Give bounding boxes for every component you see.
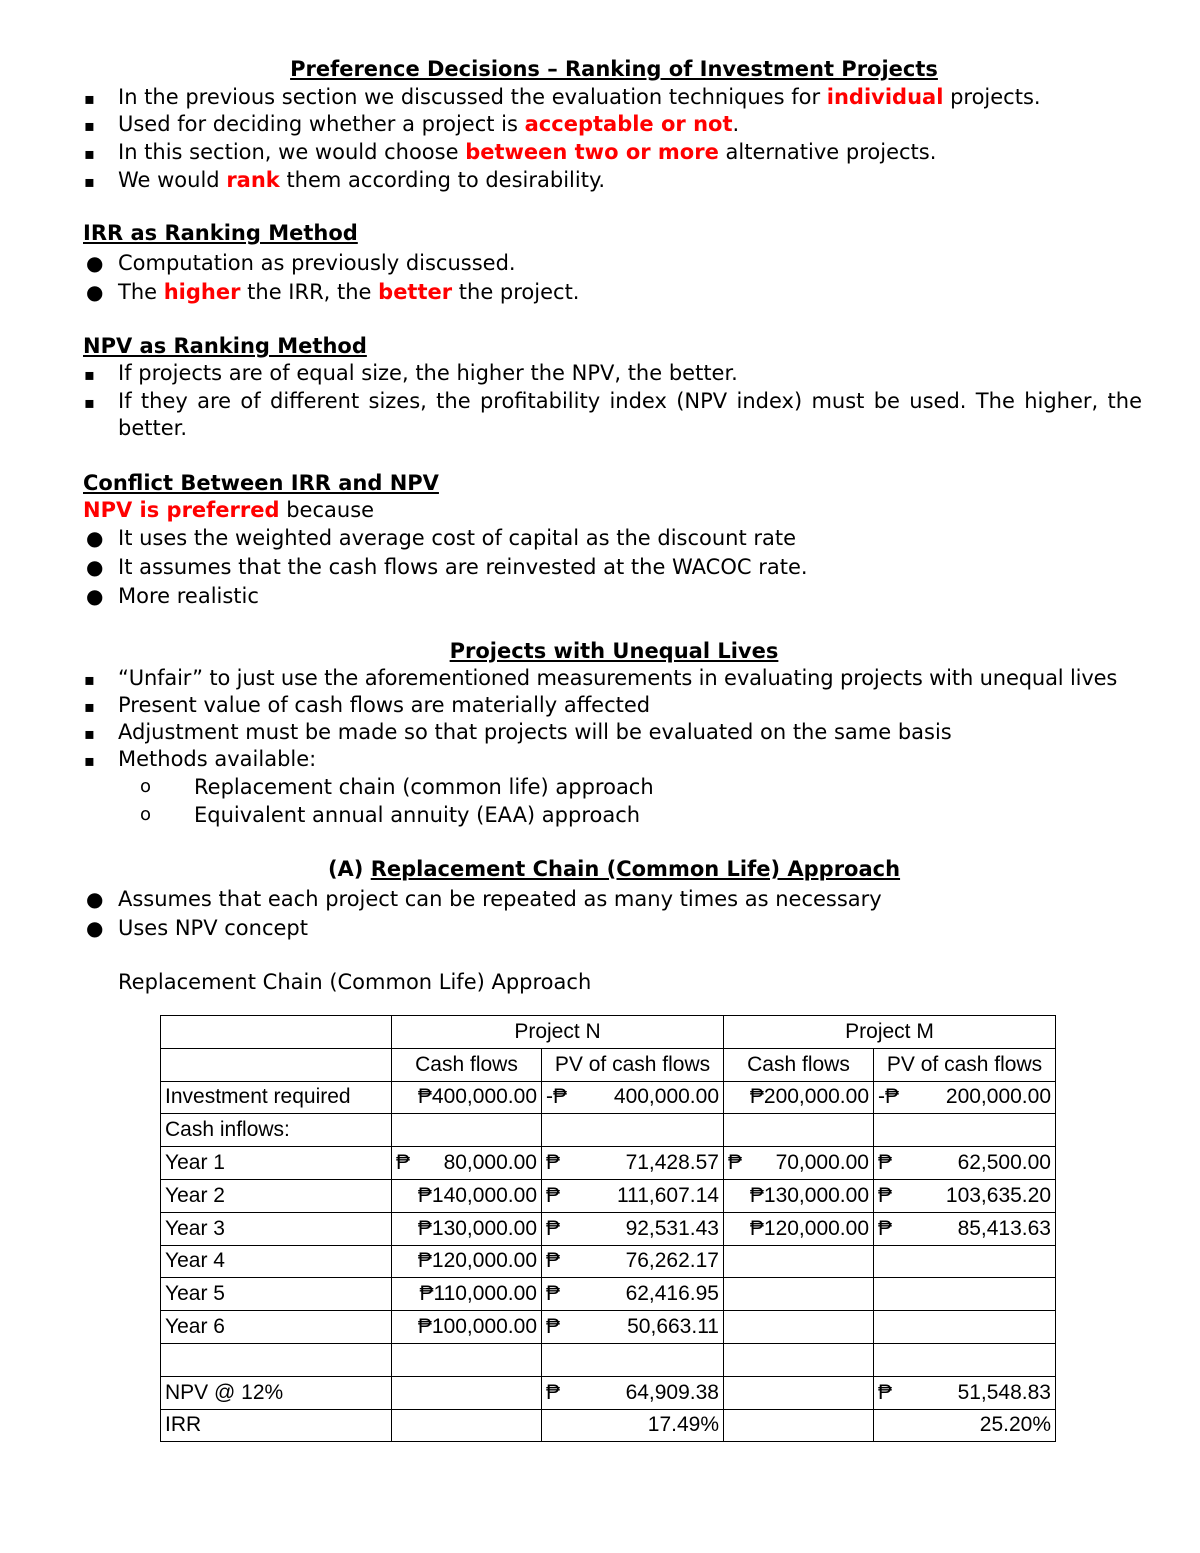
- table-row: [161, 1016, 1056, 1049]
- cell: ₱110,000.00: [392, 1278, 542, 1311]
- conflict-bullet-3: More realistic: [118, 584, 259, 608]
- conflict-heading: Conflict Between IRR and NPV: [83, 471, 439, 495]
- unequal-bullet-4: Methods available:: [118, 747, 317, 771]
- cell: 17.49%: [542, 1409, 724, 1442]
- row-label: Year 6: [161, 1311, 392, 1344]
- col-cash-flows: Cash flows: [724, 1048, 874, 1081]
- table-row: [161, 1212, 1056, 1245]
- irr-bullet-2: The higher the IRR, the better the project.: [118, 280, 580, 304]
- cell: ₱ 103,635.20: [874, 1179, 1056, 1212]
- square-bullet-icon: ▪: [84, 697, 95, 716]
- unequal-bullet-3: Adjustment must be made so that projects will be evaluated on the same basis: [118, 720, 952, 744]
- unequal-bullet-2: Present value of cash flows are materially affected: [118, 693, 651, 717]
- table-row: [161, 1376, 1056, 1409]
- cash-flow-table: [160, 1015, 1056, 1442]
- row-label: NPV @ 12%: [161, 1376, 392, 1409]
- cell: ₱200,000.00: [724, 1081, 874, 1114]
- cell: ₱100,000.00: [392, 1311, 542, 1344]
- cell: ₱ 71,428.57: [542, 1147, 724, 1180]
- cell: -₱ 200,000.00: [874, 1081, 1056, 1114]
- cell: ₱ 85,413.63: [874, 1212, 1056, 1245]
- disc-bullet-icon: ●: [86, 280, 104, 304]
- col-pv-cash-flows: PV of cash flows: [542, 1048, 724, 1081]
- cell: ₱ 70,000.00: [724, 1147, 874, 1180]
- unequal-sub-1: Replacement chain (common life) approach: [194, 775, 654, 799]
- cell: -₱ 400,000.00: [542, 1081, 724, 1114]
- cell: ₱ 76,262.17: [542, 1245, 724, 1278]
- square-bullet-icon: ▪: [84, 724, 95, 743]
- square-bullet-icon: ▪: [84, 393, 95, 412]
- npv-heading: NPV as Ranking Method: [83, 334, 367, 358]
- disc-bullet-icon: ●: [86, 526, 104, 550]
- row-label: Year 4: [161, 1245, 392, 1278]
- table-row: [161, 1048, 1056, 1081]
- conflict-bullet-2: It assumes that the cash flows are reinvested at the WACOC rate.: [118, 555, 808, 579]
- irr-bullet-1: Computation as previously discussed.: [118, 251, 516, 275]
- unequal-sub-2: Equivalent annual annuity (EAA) approach: [194, 803, 641, 827]
- cell: 25.20%: [874, 1409, 1056, 1442]
- project-n-header: Project N: [392, 1016, 724, 1049]
- cell: ₱ 111,607.14: [542, 1179, 724, 1212]
- cell: ₱ 62,500.00: [874, 1147, 1056, 1180]
- square-bullet-icon: ▪: [84, 144, 95, 163]
- project-m-header: Project M: [724, 1016, 1056, 1049]
- disc-bullet-icon: ●: [86, 916, 104, 940]
- cell: ₱120,000.00: [392, 1245, 542, 1278]
- row-label: Investment required: [161, 1081, 392, 1114]
- cell: ₱ 51,548.83: [874, 1376, 1056, 1409]
- table-caption: Replacement Chain (Common Life) Approach: [118, 970, 592, 994]
- cell: ₱ 50,663.11: [542, 1311, 724, 1344]
- disc-bullet-icon: ●: [86, 555, 104, 579]
- cell: ₱ 92,531.43: [542, 1212, 724, 1245]
- disc-bullet-icon: ●: [86, 887, 104, 911]
- table-row: [161, 1311, 1056, 1344]
- intro-line-3: In this section, we would choose between two or more alternative projects.: [118, 140, 937, 164]
- unequal-bullet-1: “Unfair” to just use the aforementioned measurements in evaluating projects with unequal lives: [118, 666, 1118, 690]
- cell: ₱130,000.00: [724, 1179, 874, 1212]
- replacement-bullet-2: Uses NPV concept: [118, 916, 308, 940]
- square-bullet-icon: ▪: [84, 89, 95, 108]
- table-row: [161, 1147, 1056, 1180]
- col-cash-flows: Cash flows: [392, 1048, 542, 1081]
- replacement-bullet-1: Assumes that each project can be repeated as many times as necessary: [118, 887, 882, 911]
- table-row: [161, 1114, 1056, 1147]
- cell: ₱400,000.00: [392, 1081, 542, 1114]
- cell: ₱ 62,416.95: [542, 1278, 724, 1311]
- table-row: [161, 1081, 1056, 1114]
- row-label: Year 3: [161, 1212, 392, 1245]
- irr-heading: IRR as Ranking Method: [83, 221, 358, 245]
- table-row: [161, 1409, 1056, 1442]
- table-row: [161, 1343, 1056, 1376]
- cell: ₱120,000.00: [724, 1212, 874, 1245]
- intro-line-2: Used for deciding whether a project is acceptable or not.: [118, 112, 740, 136]
- row-label: Year 1: [161, 1147, 392, 1180]
- row-label: Year 2: [161, 1179, 392, 1212]
- row-label: Cash inflows:: [161, 1114, 392, 1147]
- unequal-heading: Projects with Unequal Lives: [449, 639, 779, 663]
- npv-bullet-1: If projects are of equal size, the higher the NPV, the better.: [118, 361, 738, 385]
- conflict-bullet-1: It uses the weighted average cost of capital as the discount rate: [118, 526, 797, 550]
- conflict-lead: NPV is preferred because: [83, 498, 375, 522]
- page-title: Preference Decisions – Ranking of Investment Projects: [290, 57, 938, 81]
- square-bullet-icon: ▪: [84, 172, 95, 191]
- npv-bullet-2: If they are of different sizes, the profitability index (NPV index) must be used. The higher, the better.: [118, 389, 1142, 440]
- square-bullet-icon: ▪: [84, 116, 95, 135]
- circle-bullet-icon: o: [140, 776, 152, 797]
- intro-line-4: We would rank them according to desirability.: [118, 168, 606, 192]
- square-bullet-icon: ▪: [84, 365, 95, 384]
- cell: ₱140,000.00: [392, 1179, 542, 1212]
- disc-bullet-icon: ●: [86, 584, 104, 608]
- square-bullet-icon: ▪: [84, 670, 95, 689]
- replacement-heading: (A) Replacement Chain (Common Life) Approach: [327, 857, 901, 881]
- col-pv-cash-flows: PV of cash flows: [874, 1048, 1056, 1081]
- square-bullet-icon: ▪: [84, 751, 95, 770]
- table-row: [161, 1245, 1056, 1278]
- table-row: [161, 1278, 1056, 1311]
- row-label: IRR: [161, 1409, 392, 1442]
- cell: ₱ 80,000.00: [392, 1147, 542, 1180]
- row-label: Year 5: [161, 1278, 392, 1311]
- disc-bullet-icon: ●: [86, 251, 104, 275]
- intro-line-1: In the previous section we discussed the evaluation techniques for individual projects.: [118, 85, 1041, 109]
- table-row: [161, 1179, 1056, 1212]
- circle-bullet-icon: o: [140, 804, 152, 825]
- cell: ₱ 64,909.38: [542, 1376, 724, 1409]
- cell: ₱130,000.00: [392, 1212, 542, 1245]
